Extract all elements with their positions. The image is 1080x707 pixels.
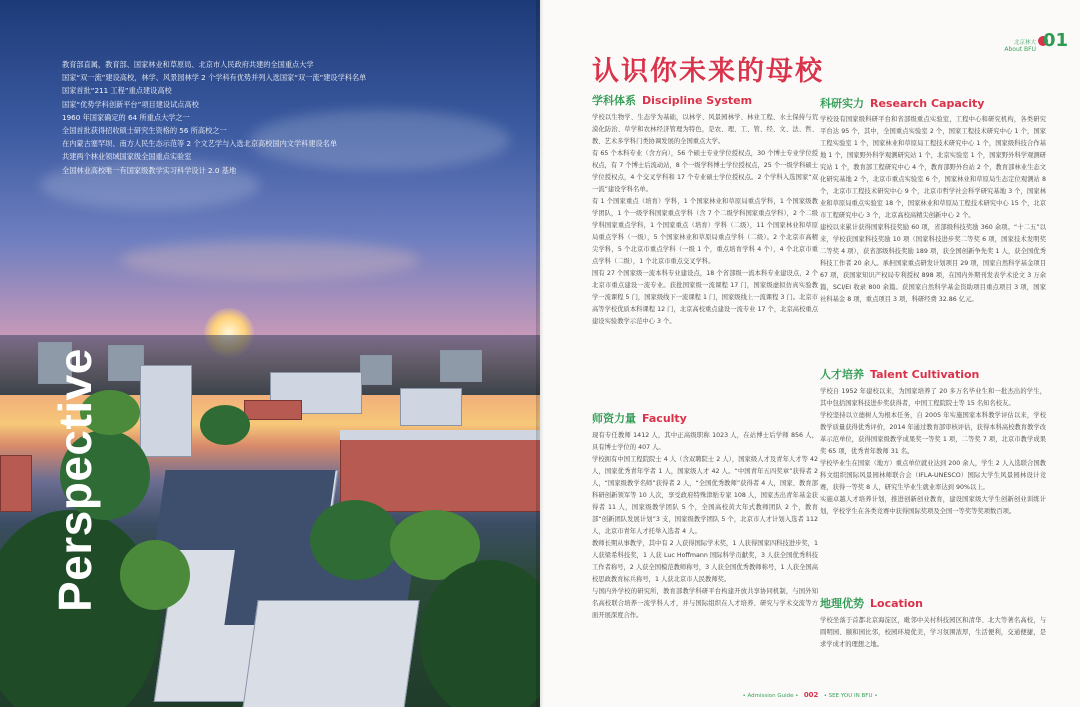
intro-line: 全国首批获得招收硕士研究生资格的 56 所高校之一	[62, 126, 227, 136]
intro-line: 国家“优势学科创新平台”项目建设试点高校	[62, 99, 199, 109]
section-body-research	[820, 114, 1046, 354]
paragraph: 有 1 个国家重点（培育）学科，1 个国家林业和草原局重点学科，1 个国家级教学团队，1 个一级学科国家重点学科（含 7 个二级学科国家重点学科），2 个二级学科国家重点学科，1 个国家重点（培育）学科（二级），11 个国家林业和草原局重点学科（一级），5 个国家林业和草原局重点学科（二级）。2 个北京市高精尖学科，5 个北京市重点学科（一级 1 个，重点培育学科 4 个），4 个北京市重点学科（二级），1 个北京市重点交叉学科。	[592, 198, 818, 265]
paragraph: 与国内外学校的研究所，教育部教学科研平台构建开放共享协同机制，与国外知名高校联合培养一流学科人才，并与国际组织在人才培养、研究与学术交流等方面开展深度合作。	[592, 588, 818, 619]
intro-line: 国家首批“211 工程”重点建设高校	[62, 86, 172, 96]
section-head-faculty	[592, 410, 687, 426]
section-head-research	[820, 95, 984, 111]
intro-list	[62, 58, 402, 177]
section-cn: 人才培养	[820, 368, 864, 381]
spine-shadow	[536, 0, 544, 707]
intro-line: 1960 年国家确定的 64 所重点大学之一	[62, 112, 190, 122]
paragraph: 学校坐落于首都北京海淀区，毗邻中关村科技园区和清华、北大等著名高校，与圆明园、颐和园比邻，校园环境优美，学习氛围浓厚，生活便利，交通便捷，是求学成才的理想之地。	[820, 617, 1046, 648]
page-title: 认识你未来的母校	[592, 56, 824, 87]
intro-line: 国家“双一流”建设高校，林学、风景园林学 2 个学科有优势并列入选国家“双一流”建设学科名单	[62, 73, 367, 83]
section-en: Faculty	[642, 412, 687, 425]
section-body-faculty	[592, 430, 818, 680]
section-en: Research Capacity	[870, 97, 985, 110]
page-number: 002	[803, 691, 819, 699]
section-cn: 师资力量	[592, 412, 636, 425]
section-en: Discipline System	[642, 94, 753, 107]
paragraph: 现有专任教师 1412 人，其中正高级职称 1023 人，在站博士后学师 856 人，具有博士学位的 407 人。	[592, 432, 818, 451]
section-cn: 地理优势	[820, 597, 864, 610]
intro-line: 教育部直属，教育部、国家林业和草原局、北京市人民政府共建的全国重点大学	[62, 60, 314, 69]
page-footer	[540, 691, 1080, 699]
section-body-talent	[820, 386, 1046, 586]
intro-line: 全国林业高校唯一有国家级教学实习科学设计 2.0 基地	[62, 165, 237, 175]
brand-block	[1004, 38, 1036, 53]
section-cn: 科研实力	[820, 97, 864, 110]
page-badge: 01	[1042, 30, 1068, 51]
paragraph: 学校自 1952 年建校以来，为国家培养了 20 多万名毕业生和一批杰出的学生，其中包括国家科技进步奖获得者，中国工程院院士等 15 名知名校友。	[820, 388, 1046, 407]
intro-line: 共建两个林业领域国家级全国重点实验室	[62, 152, 192, 162]
section-cn: 学科体系	[592, 94, 636, 107]
section-body-location	[820, 615, 1046, 685]
paragraph: 学校拥有中国工程院院士 4 人（含双聘院士 2 人），国家级人才及青年人才等 42 人，国家优秀青年学者 1 人，国家级人才 42 人。“中国青年五四奖章”获得者 2 人，“国家级教学名师”获得者 2 人，“全国优秀教师”获得者 4 人，国家、教育部科研创新领军等 10 人次，享受政府特殊津贴专家 108 人，国家杰出青年基金获得者 11 人，国家级教学团队 5 个，全国高校黄大年式教师团队 2 个，教育部“创新团队发展计划”3 支，国家级教学团队 5 个，北京市人才计划入选者 112 人，北京市青年人才托举入选者 4 人。	[592, 456, 818, 535]
paragraph: 教师长期从事教学，其中有 2 人获得国际学术奖，1 人获得国家四科技进步奖，1 人获梁希科技奖，1 人获 Luc Hoffmann 国际科学贡献奖，3 人获全国优秀科技工作者称号，2 人获全国模范教师称号，3 人获全国优秀教师称号，1 人获全国高校思政教育标兵称号，1 人获北京市人民教师奖。	[592, 540, 818, 583]
section-body-discipline	[592, 112, 818, 402]
paragraph: 学校坚持以立德树人为根本任务，自 2005 年实施国家本科教学评估以来，学校教学质量获得优秀评价，2014 年通过教育部审核评估，获得本科高校教育教学改革示范单位，获得国家级教学成果奖一等奖 1 项，二等奖 7 项，北京市教学成果奖 65 项，优秀青年教师 31 名。	[820, 412, 1046, 455]
brand-cn: 北京林大	[1013, 40, 1036, 46]
right-page	[540, 0, 1080, 707]
footer-right: • SEE YOU IN BFU •	[823, 693, 878, 699]
paragraph: 建校以来累计获得国家科技奖励 60 项，省部级科技奖励 360 余项。“十二五”以来，学校获国家科技奖励 10 项（国家科技进步奖二等奖 6 项，国家技术发明奖二等奖 4 项），获省部级科技奖励 189 项，获全国创新争先奖 1 人，获全国优秀科技工作者 20 余人。承担国家重点研发计划项目 29 项，国家自然科学基金项目 67 项，获国家知识产权局专利授权 898 项，在国内外期刊发表学术论文 3 万余篇，SCI/EI 收录 800 余篇。获国家自然科学基金资助项目重点项目 3 项，国家社科基金 8 项，重点项目 3 项，科研经费 32.86 亿元。	[820, 224, 1046, 303]
brand-en: About BFU	[1004, 46, 1036, 53]
section-head-discipline	[592, 92, 752, 108]
paragraph: 学校以生物学、生态学为基础，以林学、风景园林学、林业工程、水土保持与荒漠化防治、草学和农林经济管理为特色，是农、理、工、管、经、文、法、哲、教、艺术多学科门类协调发展的全国重点大学。	[592, 114, 818, 145]
section-head-location	[820, 595, 923, 611]
paragraph: 学校设有国家级科研平台和省部级重点实验室，工程中心和研究机构，各类研究平台达 95 个，其中，全国重点实验室 2 个，国家工程技术研究中心 1 个，国家工程实验室 1 个，国家林业和草原局工程技术研究中心 1 个，国家级科技合作基地 1 个，国家野外科学观测研究站 1 个，北京实验室 1 个，国家野外科学观测研究站 1 个，教育部工程研究中心 4 个，教育部野外台站 2 个，教育部林业生态文化研究基地 2 个，北京市重点实验室 6 个，国家林业和草原局生态定位观测站 8 个，北京市工程技术研究中心 9 个，北京市哲学社会科学研究基地 3 个，国家林业和草原局重点实验室 18 个，国家林业和草原局工程技术研究中心 15 个，北京市工程研究中心 3 个，北京高校高精尖创新中心 2 个。	[820, 116, 1046, 219]
section-head-talent	[820, 366, 979, 382]
footer-left: • Admission Guide •	[742, 693, 799, 699]
intro-line: 在内蒙古塞罕坝、南方人民生态示范等 2 个文艺学与入选北京高校国内文学科建设名单	[62, 139, 338, 149]
paragraph: 实施卓越人才培养计划，推进创新创业教育，建设国家级大学生创新创业训练计划，学校学生在各类竞赛中获得国际奖项及全国一等奖等奖项数百项。	[820, 496, 1046, 515]
section-en: Talent Cultivation	[870, 368, 980, 381]
paragraph: 学校毕业生在国家（地方）重点单位就业达到 200 余人，学生 2 人入选联合国教科文组织国际风景园林师联合会（IFLA-UNESCO）国际大学生风景园林设计竞赛，获得一等奖 8 人，研究生毕业生就业率达到 90%以上。	[820, 460, 1046, 491]
section-en: Location	[870, 597, 923, 610]
vertical-title: Perspective	[49, 348, 101, 612]
paragraph: 有 65 个本科专业（含方向），56 个硕士专业学位授权点，30 个博士专业学位授权点，有 7 个博士后流动站，8 个一级学科博士学位授权点，25 个一级学科硕士学位授权点，4 个交叉学科和 17 个专业硕士学位授权点。2 个学科入选国家“双一流”建设学科名单。	[592, 150, 818, 193]
paragraph: 国有 27 个国家级一流本科专业建设点，18 个省部级一流本科专业建设点，2 个北京市重点建设一流专业。获批国家级一流课程 17 门，国家级虚拟仿真实验教学一流课程 5 门，国家级线下一流课程 1 门，国家级线上一流课程 3 门。北京市高等学校优质本科课程 12 门，北京高校重点建设一流专业 17 个，北京高校重点建设实验教学示范中心 3 个。	[592, 270, 818, 325]
